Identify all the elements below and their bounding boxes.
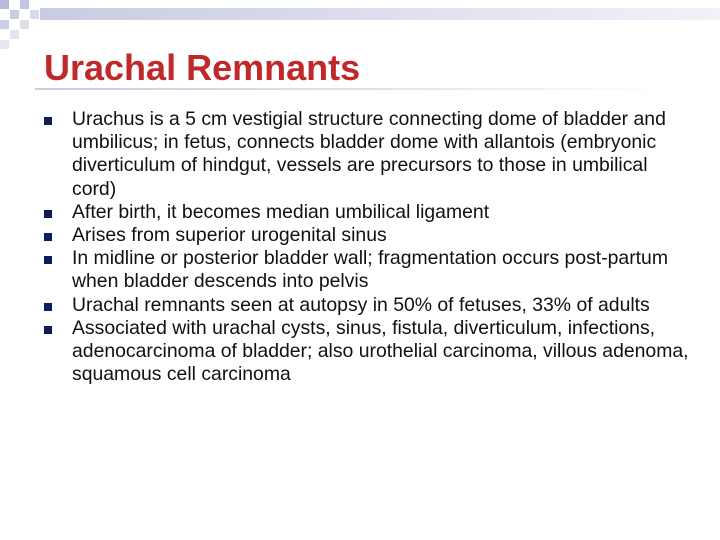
decor-square	[20, 0, 29, 9]
slide-title: Urachal Remnants	[44, 47, 361, 88]
square-bullet-icon	[44, 303, 52, 311]
decor-square	[0, 40, 9, 49]
square-bullet-icon	[44, 256, 52, 264]
decor-square	[30, 10, 39, 19]
bullet-text: Arises from superior urogenital sinus	[72, 224, 387, 247]
bullet-text: Associated with urachal cysts, sinus, fistula, diverticulum, infections, adenocarcinoma of bladder; also urothelial carcinoma, villous adenoma, squamous cell carcinoma	[72, 316, 689, 386]
bullet-item	[44, 294, 694, 317]
square-bullet-icon	[44, 233, 52, 241]
bullet-item	[44, 224, 694, 247]
decor-square	[20, 20, 29, 29]
bullet-list	[44, 108, 694, 386]
square-bullet-icon	[44, 117, 52, 125]
bullet-text: In midline or posterior bladder wall; fragmentation occurs post-partum when bladder descends into pelvis	[72, 247, 668, 293]
bullet-text: Urachal remnants seen at autopsy in 50% of fetuses, 33% of adults	[72, 293, 650, 316]
decor-bar	[40, 8, 720, 20]
header-decoration	[0, 0, 720, 50]
bullet-item	[44, 201, 694, 224]
square-bullet-icon	[44, 326, 52, 334]
decor-square	[0, 0, 9, 9]
bullet-text: After birth, it becomes median umbilical ligament	[72, 200, 490, 223]
decor-square	[0, 20, 9, 29]
square-bullet-icon	[44, 210, 52, 218]
bullet-item	[44, 317, 694, 387]
decor-square	[10, 10, 19, 19]
bullet-item	[44, 247, 694, 293]
decor-square	[10, 30, 19, 39]
bullet-item	[44, 108, 694, 201]
bullet-text: Urachus is a 5 cm vestigial structure connecting dome of bladder and umbilicus; in fetus, connects bladder dome with allantois (embryonic diverticulum of hindgut, vessels are precursors to those in umbilical cord)	[72, 108, 666, 200]
